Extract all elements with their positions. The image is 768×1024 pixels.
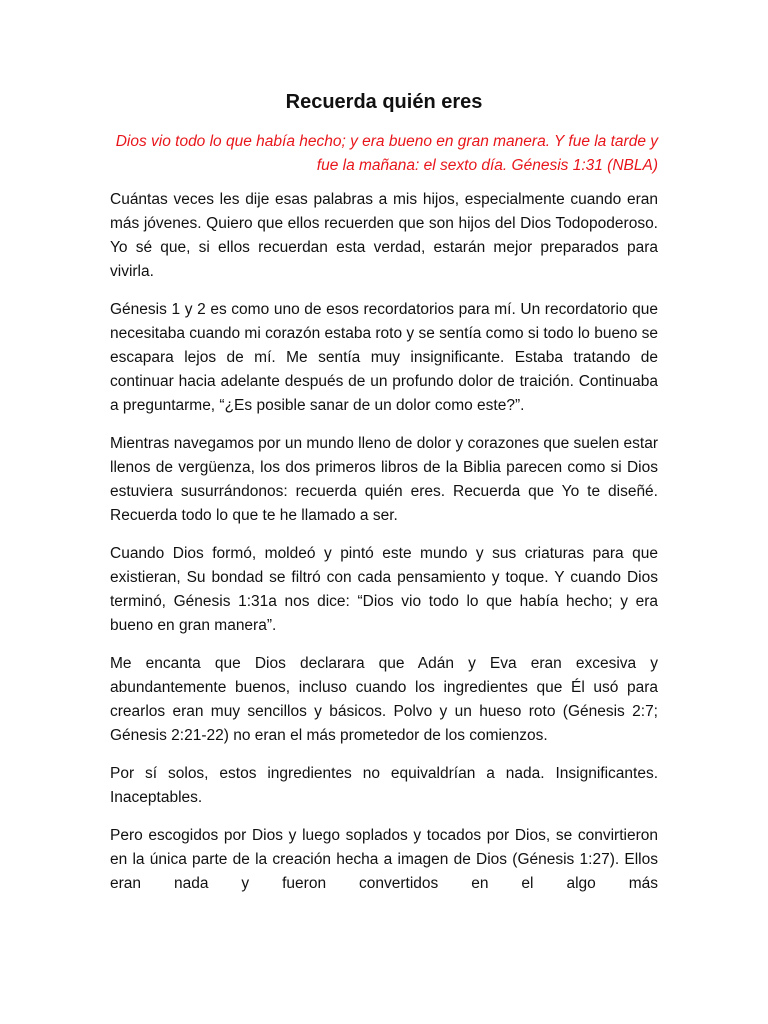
paragraph: Cuando Dios formó, moldeó y pintó este mundo y sus criaturas para que existieran, Su bondad se filtró con cada pensamiento y toque. Y cuando Dios terminó, Génesis 1:31a nos dice: “Dios vio todo lo que había hecho; y era bueno en gran manera”. <box>110 545 658 634</box>
document-page <box>110 88 658 910</box>
paragraph: Pero escogidos por Dios y luego soplados y tocados por Dios, se convirtieron en la única parte de la creación hecha a imagen de Dios (Génesis 1:27). Ellos eran nada y fueron convertidos en el algo más <box>110 827 658 892</box>
paragraph: Cuántas veces les dije esas palabras a mis hijos, especialmente cuando eran más jóvenes. Quiero que ellos recuerden que son hijos del Dios Todopoderoso. Yo sé que, si ellos recuerdan esta verdad, estarán mejor preparados para vivirla. <box>110 191 658 280</box>
document-title: Recuerda quién eres <box>285 91 483 113</box>
paragraph: Génesis 1 y 2 es como uno de esos recordatorios para mí. Un recordatorio que necesitaba cuando mi corazón estaba roto y se sentía como si todo lo bueno se escapara lejos de mí. Me sentía muy insignificante. Estaba tratando de continuar hacia adelante después de un profundo dolor de traición. Continuaba a preguntarme, “¿Es posible sanar de un dolor como este?”. <box>110 301 659 414</box>
scripture-epigraph: Dios vio todo lo que había hecho; y era bueno en gran manera. Y fue la tarde y fue la mañana: el sexto día. Génesis 1:31 (NBLA) <box>115 133 658 174</box>
paragraph: Mientras navegamos por un mundo lleno de dolor y corazones que suelen estar llenos de vergüenza, los dos primeros libros de la Biblia parecen como si Dios estuviera susurrándonos: recuerda quién eres. Recuerda que Yo te diseñé. Recuerda todo lo que te he llamado a ser. <box>110 435 658 524</box>
paragraph: Me encanta que Dios declarara que Adán y Eva eran excesiva y abundantemente buenos, incluso cuando los ingredientes que Él usó para crearlos eran muy sencillos y básicos. Polvo y un hueso roto (Génesis 2:7; Génesis 2:21-22) no eran el más prometedor de los comienzos. <box>110 655 658 744</box>
paragraph: Por sí solos, estos ingredientes no equivaldrían a nada. Insignificantes. Inaceptables. <box>110 765 658 806</box>
